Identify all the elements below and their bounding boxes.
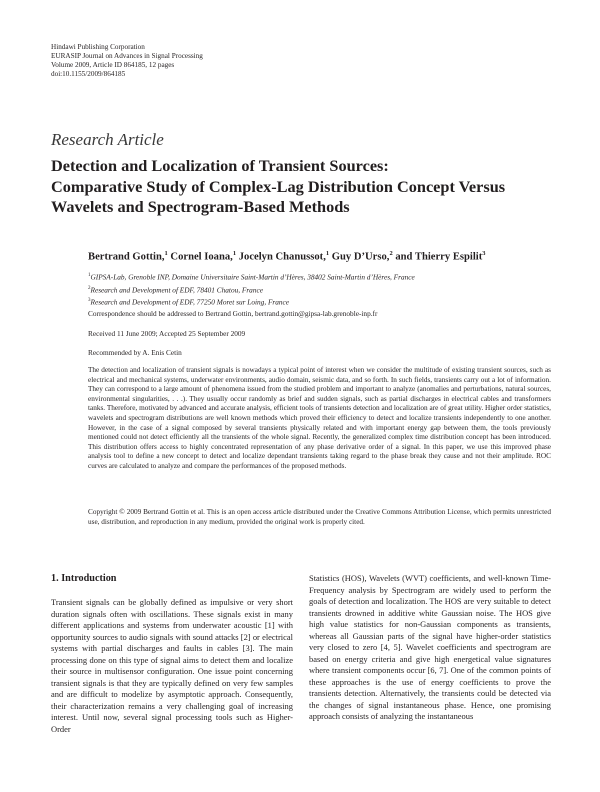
affiliation [88, 295, 415, 308]
volume-info: Volume 2009, Article ID 864185, 12 pages [51, 61, 175, 69]
author-affil-mark: 1 [232, 250, 237, 257]
correspondence: Correspondence should be addressed to Bertrand Gottin, bertrand.gottin@gipsa-lab.grenoble-inp.fr [88, 309, 378, 318]
abstract: The detection and localization of transient signals is nowadays a typical point of interest when we consider the multitude of existing transient sources, such as electrical and mechanical systems, underwater environments, audio domain, seismic data, and so forth. In such fields, transients carry out a lot of information. They can correspond to a large amount of phenomena issued from the studied problem and important to analyze (anomalies and perturbations, natural sources, environmental singularities, . . .). They usually occur randomly as brief and sudden signals, such as partial discharges in electrical cables and transformers tanks. Therefore, motivated by advanced and accurate analysis, efficient tools of transients detection and localization are of great utility. Higher order statistics, wavelets and spectrogram distributions are well known methods which proved their efficiency to detect and localize transients independently to one another. However, in the case of a signal composed by several transients physically related and with important energy gap between them, the tools previously mentioned could not detect efficiently all the transients of the whole signal. Recently, the generalized complex time distribution concept has been introduced. This distribution offers access to highly concentrated representation of any phase derivative order of a signal. In this paper, we use this improved phase analysis tool to define a new concept to detect and localize dependant transients taking regard to the phase break they cause and not their amplitude. ROC curves are calculated to analyze and compare the performances of the proposed methods. [88, 366, 551, 470]
journal-name: EURASIP Journal on Advances in Signal Processing [51, 52, 203, 60]
affiliation-mark: 2 [88, 285, 91, 291]
author-name: Bertrand Gottin, [88, 251, 165, 263]
title-line: Detection and Localization of Transient Sources: [51, 156, 389, 175]
recommended-by: Recommended by A. Enis Cetin [88, 348, 182, 357]
title-line: Comparative Study of Complex-Lag Distribution Concept Versus [51, 176, 506, 196]
author-name: Guy D’Urso, [331, 251, 390, 263]
title-line: Wavelets and Spectrogram-Based Methods [51, 197, 350, 216]
intro-right-column: Statistics (HOS), Wavelets (WVT) coefficients, and well-known Time-Frequency analysis by Spectrogram are widely used to perform the goals of detection and localization. The HOS are very suitable to detect transients drowned in additive white Gaussian noise. The HOS give high value statistics for non-Gaussian components as transients, whereas all Gaussian parts of the signal have higher-order statistics very closed to zero [4, 5]. Wavelet coefficients and spectrogram are based on energy criteria and give high energetical value signatures where transient components occur [6, 7]. One of the common points of these approaches is the use of energy coefficients to prove the transients detection. Alternatively, the transients could be detected via the changes of signal instantaneous phase. Hence, one promising approach consists of analyzing the instantaneous [309, 573, 551, 721]
author-affil-mark: 3 [482, 250, 486, 257]
affiliation-text: GIPSA-Lab, Grenoble INP, Domaine Universitaire Saint-Martin d’Hères, 38402 Saint-Martin d’Hères, France [90, 272, 415, 282]
author-affil-mark: 1 [164, 250, 168, 257]
affiliations [88, 270, 415, 308]
received-dates: Received 11 June 2009; Accepted 25 September 2009 [88, 329, 246, 338]
section-heading: 1. Introduction [51, 573, 117, 584]
affiliation [88, 283, 415, 296]
affiliation-text: Research and Development of EDF, 78401 Chatou, France [90, 285, 263, 295]
author-affil-mark: 1 [325, 250, 330, 257]
author-name: Jocelyn Chanussot, [238, 251, 326, 263]
doi: doi:10.1155/2009/864185 [51, 70, 126, 78]
author-name: and Thierry Espilit [395, 251, 483, 263]
affiliation-mark: 1 [88, 273, 91, 278]
affiliation-text: Research and Development of EDF, 77250 Moret sur Loing, France [90, 297, 290, 307]
author-affil-mark: 2 [389, 250, 393, 257]
author-name: Cornel Ioana, [170, 251, 233, 263]
affiliation [88, 270, 415, 283]
copyright-notice: Copyright © 2009 Bertrand Gottin et al. This is an open access article distributed under the Creative Commons Attribution License, which permits unrestricted use, distribution, and reproduction in any medium, provided the original work is properly cited. [88, 508, 551, 526]
publisher: Hindawi Publishing Corporation [51, 43, 145, 51]
affiliation-mark: 3 [88, 298, 91, 304]
intro-left-column: Transient signals can be globally defined as impulsive or very short duration signals often with oscillations. These signals exist in many different applications and systems from underwater acoustic [1] with opportunity sources to audio signals with sound attacks [2] or electrical systems with partial discharges and faults in cables [3]. The main processing done on this type of signal aims to detect them and localize their source in multisensor configuration. One issue point concerning transient signals is that they are typically defined on very few samples and are difficult to modelize by asymptotic approach. Consequently, their characterization remains a very challenging goal of increasing interest. Until now, several signal processing tools such as Higher-Order [51, 597, 293, 734]
article-type: Research Article [51, 130, 164, 149]
journal-header [51, 43, 203, 79]
paper-title [51, 156, 571, 218]
author-list [88, 250, 486, 263]
